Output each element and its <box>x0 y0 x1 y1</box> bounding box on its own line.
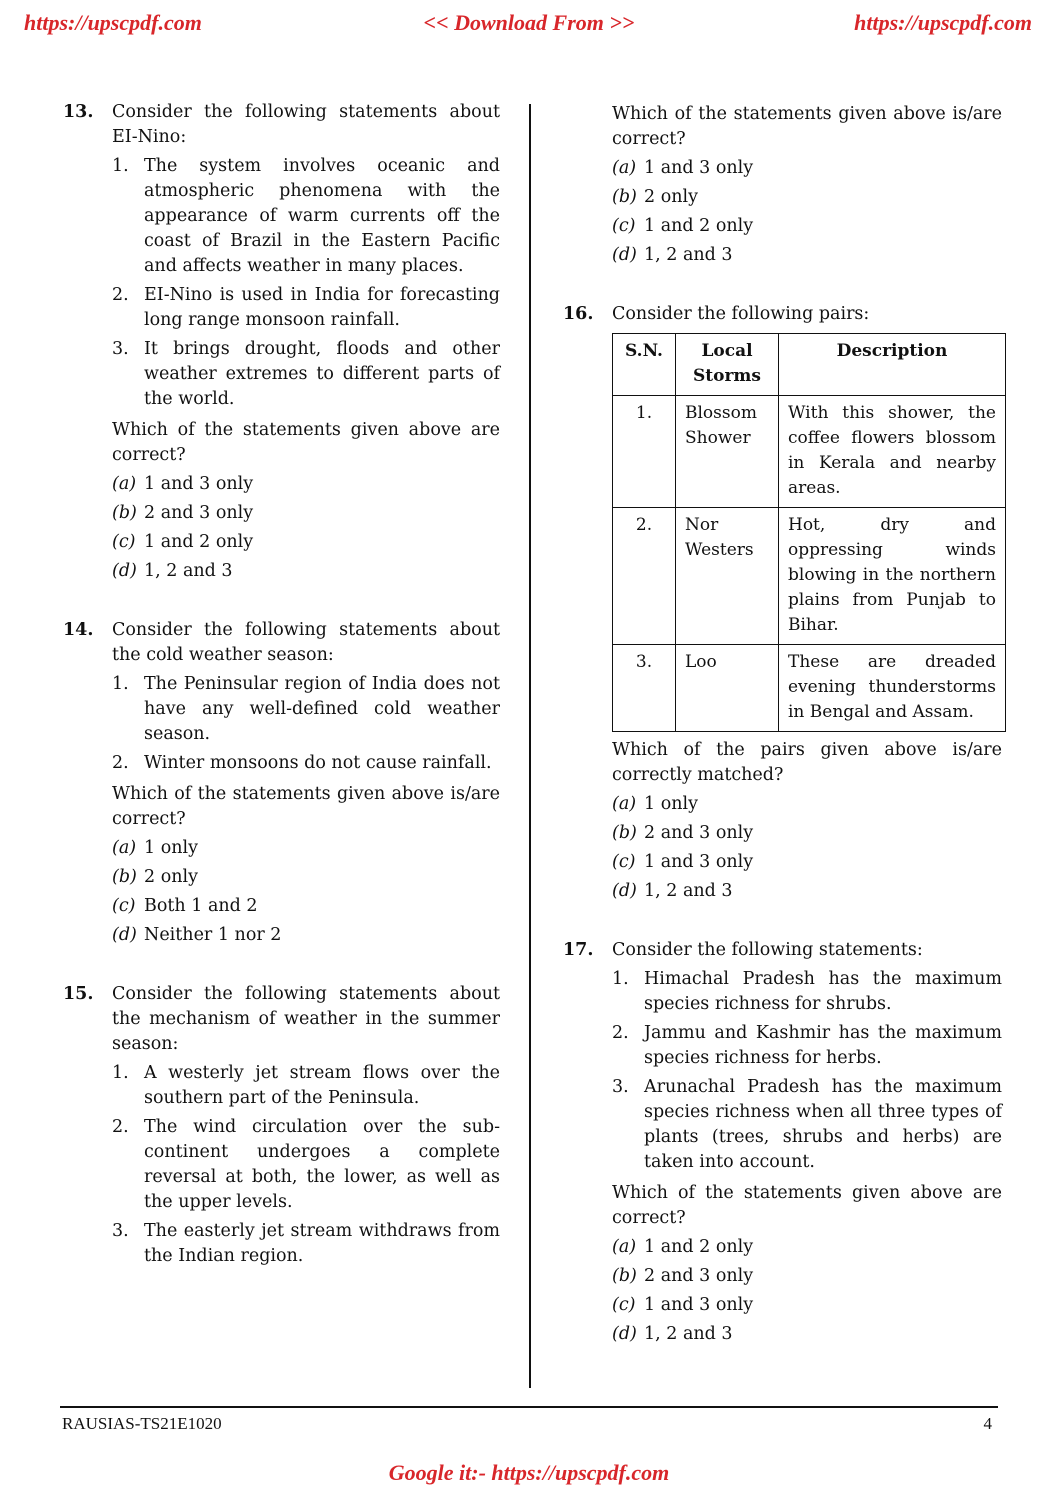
option-text: Neither 1 nor 2 <box>144 925 282 945</box>
option-c[interactable] <box>612 1293 1002 1318</box>
statement-text: Himachal Pradesh has the maximum species richness for shrubs. <box>644 969 1002 1014</box>
statement-item <box>112 154 500 279</box>
pairs-table <box>612 333 1006 732</box>
question-stem: Consider the following statements about the cold weather season: <box>112 620 500 665</box>
table-header-cell: Local Storms <box>676 334 779 396</box>
option-label: (d) <box>612 245 637 265</box>
question-prompt: Which of the statements given above are correct? <box>612 1183 1002 1228</box>
option-text: 1 and 3 only <box>644 852 754 872</box>
statement-item <box>112 751 500 776</box>
option-label: (c) <box>612 216 636 236</box>
option-label: (a) <box>112 474 137 494</box>
option-label: (a) <box>612 158 637 178</box>
statement-text: The system involves oceanic and atmospheric phenomena with the appearance of warm currents off the coast of Brazil in the Eastern Pacific and affects weather in many places. <box>144 156 500 276</box>
option-label: (a) <box>612 794 637 814</box>
option-a[interactable] <box>612 156 1002 181</box>
statement-number: 2. <box>112 285 129 305</box>
left-column <box>60 100 500 1303</box>
statement-number: 1. <box>112 1063 129 1083</box>
question-17 <box>560 938 1002 1347</box>
question-number: 16. <box>563 304 594 324</box>
table-header-cell: Description <box>779 334 1006 396</box>
option-a[interactable] <box>112 472 500 497</box>
option-text: 1 and 2 only <box>144 532 254 552</box>
statement-number: 2. <box>612 1023 629 1043</box>
option-d[interactable] <box>612 243 1002 268</box>
option-d[interactable] <box>112 923 500 948</box>
question-number: 13. <box>63 102 94 122</box>
statement-text: The easterly jet stream withdraws from the Indian region. <box>144 1221 500 1266</box>
statement-text: Jammu and Kashmir has the maximum species richness for herbs. <box>644 1023 1002 1068</box>
right-column <box>560 100 1002 1381</box>
page-number: 4 <box>983 1414 992 1433</box>
footer-rule <box>60 1406 998 1408</box>
option-text: 1 and 2 only <box>644 216 754 236</box>
option-d[interactable] <box>112 559 500 584</box>
question-number: 17. <box>563 940 594 960</box>
option-a[interactable] <box>612 1235 1002 1260</box>
option-c[interactable] <box>112 894 500 919</box>
option-d[interactable] <box>612 1322 1002 1347</box>
statement-text: The Peninsular region of India does not have any well-defined cold weather season. <box>144 674 500 744</box>
table-cell: 1. <box>613 396 676 508</box>
table-cell: Nor Westers <box>676 508 779 645</box>
option-text: 1, 2 and 3 <box>644 1324 733 1344</box>
option-label: (d) <box>112 561 137 581</box>
question-15 <box>60 982 500 1269</box>
statement-text: Winter monsoons do not cause rainfall. <box>144 753 492 773</box>
option-b[interactable] <box>612 185 1002 210</box>
table-header-cell: S.N. <box>613 334 676 396</box>
question-stem: Consider the following statements about the mechanism of weather in the summer season: <box>112 984 500 1054</box>
statement-number: 2. <box>112 753 129 773</box>
statement-text: A westerly jet stream flows over the southern part of the Peninsula. <box>144 1063 500 1108</box>
option-b[interactable] <box>112 865 500 890</box>
statement-number: 3. <box>112 339 129 359</box>
option-b[interactable] <box>612 821 1002 846</box>
option-b[interactable] <box>112 501 500 526</box>
option-text: 1 and 3 only <box>144 474 254 494</box>
statement-number: 2. <box>112 1117 129 1137</box>
question-15-continued <box>560 102 1002 268</box>
option-text: 1, 2 and 3 <box>644 245 733 265</box>
statement-text: Arunachal Pradesh has the maximum species richness when all three types of plants (trees, shrubs and herbs) are taken into account. <box>644 1077 1002 1172</box>
option-text: 1 only <box>144 838 198 858</box>
option-label: (b) <box>612 823 637 843</box>
statement-number: 1. <box>112 156 129 176</box>
option-c[interactable] <box>612 850 1002 875</box>
option-d[interactable] <box>612 879 1002 904</box>
option-label: (b) <box>112 503 137 523</box>
statement-text: EI-Nino is used in India for forecasting long range monsoon rainfall. <box>144 285 500 330</box>
footer-code: RAUSIAS-TS21E1020 <box>62 1414 222 1433</box>
statement-text: It brings drought, floods and other weather extremes to different parts of the world. <box>144 339 500 409</box>
option-text: 1 and 3 only <box>644 158 754 178</box>
statement-number: 3. <box>612 1077 629 1097</box>
statement-number: 3. <box>112 1221 129 1241</box>
option-label: (b) <box>612 187 637 207</box>
option-text: 2 and 3 only <box>644 823 754 843</box>
question-prompt: Which of the statements given above is/are correct? <box>612 104 1002 149</box>
column-divider <box>529 104 531 1388</box>
table-cell: Hot, dry and oppressing winds blowing in the northern plains from Punjab to Bihar. <box>779 508 1006 645</box>
option-label: (c) <box>112 532 136 552</box>
option-text: 2 and 3 only <box>144 503 254 523</box>
statement-item <box>112 1115 500 1215</box>
option-label: (d) <box>612 1324 637 1344</box>
header-right-link[interactable]: https://upscpdf.com <box>854 10 1032 35</box>
question-prompt: Which of the statements given above are correct? <box>112 420 500 465</box>
option-text: Both 1 and 2 <box>144 896 258 916</box>
statement-item <box>112 337 500 412</box>
statement-item <box>112 672 500 747</box>
question-prompt: Which of the statements given above is/are correct? <box>112 784 500 829</box>
option-a[interactable] <box>612 792 1002 817</box>
option-text: 1 and 3 only <box>644 1295 754 1315</box>
option-text: 2 only <box>144 867 198 887</box>
table-cell: These are dreaded evening thunderstorms in Bengal and Assam. <box>779 645 1006 732</box>
option-c[interactable] <box>612 214 1002 239</box>
question-14 <box>60 618 500 948</box>
question-16 <box>560 302 1002 904</box>
option-label: (b) <box>112 867 137 887</box>
question-stem: Consider the following pairs: <box>612 304 870 324</box>
option-label: (d) <box>112 925 137 945</box>
table-header-row <box>613 334 1006 396</box>
statement-text: The wind circulation over the sub-continent undergoes a complete reversal at both, the lower, as well as the upper levels. <box>144 1117 500 1212</box>
table-row <box>613 508 1006 645</box>
table-cell: With this shower, the coffee flowers blossom in Kerala and nearby areas. <box>779 396 1006 508</box>
option-text: 2 and 3 only <box>644 1266 754 1286</box>
option-text: 1, 2 and 3 <box>644 881 733 901</box>
question-stem: Consider the following statements about EI-Nino: <box>112 102 500 147</box>
option-label: (b) <box>612 1266 637 1286</box>
question-13 <box>60 100 500 584</box>
statement-item <box>112 283 500 333</box>
option-a[interactable] <box>112 836 500 861</box>
option-label: (a) <box>112 838 137 858</box>
option-c[interactable] <box>112 530 500 555</box>
table-cell: 3. <box>613 645 676 732</box>
option-label: (d) <box>612 881 637 901</box>
table-cell: Loo <box>676 645 779 732</box>
option-text: 1, 2 and 3 <box>144 561 233 581</box>
table-cell: 2. <box>613 508 676 645</box>
table-cell: Blossom Shower <box>676 396 779 508</box>
statement-number: 1. <box>612 969 629 989</box>
statement-item <box>112 1061 500 1111</box>
statement-item <box>612 1021 1002 1071</box>
statement-number: 1. <box>112 674 129 694</box>
option-text: 1 only <box>644 794 698 814</box>
option-b[interactable] <box>612 1264 1002 1289</box>
question-number: 14. <box>63 620 94 640</box>
statement-item <box>612 967 1002 1017</box>
table-row <box>613 645 1006 732</box>
question-stem: Consider the following statements: <box>612 940 923 960</box>
option-label: (c) <box>612 852 636 872</box>
question-number: 15. <box>63 984 94 1004</box>
option-text: 2 only <box>644 187 698 207</box>
statement-item <box>112 1219 500 1269</box>
option-label: (a) <box>612 1237 637 1257</box>
google-it-link[interactable]: Google it:- https://upscpdf.com <box>388 1460 670 1485</box>
option-label: (c) <box>612 1295 636 1315</box>
option-label: (c) <box>112 896 136 916</box>
statement-item <box>612 1075 1002 1175</box>
header-download-text: << Download From >> <box>423 10 635 35</box>
option-text: 1 and 2 only <box>644 1237 754 1257</box>
question-prompt: Which of the pairs given above is/are correctly matched? <box>612 740 1002 785</box>
table-row <box>613 396 1006 508</box>
header-left-link[interactable]: https://upscpdf.com <box>24 10 202 35</box>
